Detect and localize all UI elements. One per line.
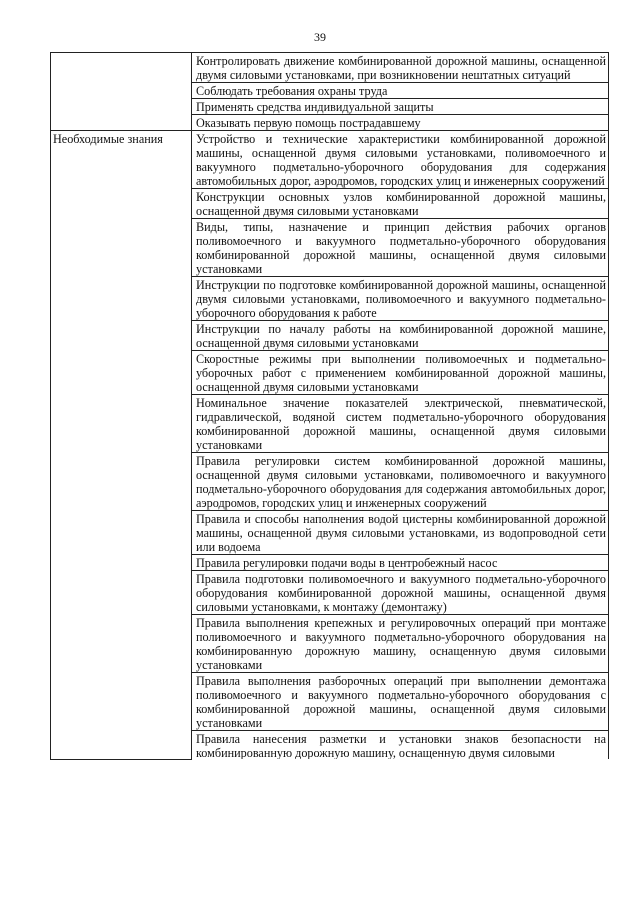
table-cell [192,511,609,555]
knowledge-text: Правила регулировки подачи воды в центробежный насос [196,556,498,570]
knowledge-text: Инструкции по началу работы на комбинированной дорожной машине, оснащенной двумя силовыми установками [196,322,606,350]
knowledge-text: Правила подготовки поливомоечного и вакуумного подметально-уборочного оборудования комбинированной дорожной машины, оснащенной двумя силовыми установками, к монтажу (демонтажу) [196,572,606,614]
table-cell [192,615,609,673]
table-cell [192,673,609,731]
table-cell [192,395,609,453]
knowledge-label: Необходимые знания [53,132,163,146]
table-cell [192,555,609,571]
knowledge-label-cell [51,131,192,760]
table-cell [192,189,609,219]
knowledge-text: Номинальное значение показателей электрической, пневматической, гидравлической, водяной систем подметально-уборочного оборудования комбинированной дорожной машины, оснащенной двумя силовыми установками [196,396,606,452]
table-cell [192,53,609,83]
table-cell [192,277,609,321]
knowledge-text: Правила регулировки систем комбинированной дорожной машины, оснащенной двумя силовыми установками, поливомоечного и вакуумного подметально-уборочного оборудования для содержания автомобильных дорог, аэродромов, городских улиц и инженерных сооружений [196,454,606,510]
knowledge-text: Правила и способы наполнения водой цистерны комбинированной дорожной машины, оснащенной двумя силовыми установками, из водопроводной сети или водоема [196,512,606,554]
knowledge-text: Скоростные режимы при выполнении поливомоечных и подметально-уборочных работ с применением комбинированной дорожной машины, оснащенной двумя силовыми установками [196,352,606,394]
table-row [51,131,609,189]
page-number: 39 [314,30,326,44]
knowledge-text: Правила выполнения крепежных и регулировочных операций при монтаже поливомоечного и вакуумного подметально-уборочного оборудования на комбинированную дорожную машину, оснащенную двумя силовыми установками [196,616,606,672]
table-cell [192,571,609,615]
skills-label-cell [51,53,192,131]
table-cell [192,351,609,395]
knowledge-text: Виды, типы, назначение и принцип действия рабочих органов поливомоечного и вакуумного подметально-уборочного оборудования комбинированной дорожной машины, оснащенной двумя силовыми установками [196,220,606,276]
skill-text: Контролировать движение комбинированной дорожной машины, оснащенной двумя силовыми установками, при возникновении нештатных ситуаций [196,54,606,82]
table-cell [192,83,609,99]
knowledge-text: Устройство и технические характеристики комбинированной дорожной машины, оснащенной двумя силовыми установками, поливомоечного и вакуумного подметально-уборочного оборудования для содержания автомобильных дорог, аэродромов, городских улиц и инженерных сооружений [196,132,606,188]
knowledge-text: Правила нанесения разметки и установки знаков безопасности на комбинированную дорожную машину, оснащенную двумя силовыми [196,732,606,759]
requirements-table [50,52,609,760]
knowledge-text: Конструкции основных узлов комбинированной дорожной машины, оснащенной двумя силовыми установками [196,190,606,218]
table-cell [192,131,609,189]
table-row [51,53,609,83]
table-cell [192,219,609,277]
knowledge-text: Правила выполнения разборочных операций при выполнении демонтажа поливомоечного и вакуумного подметально-уборочного оборудования с комбинированной дорожной машины, оснащенной двумя силовыми установками [196,674,606,730]
table-cell [192,453,609,511]
table-cell [192,99,609,115]
skill-text: Оказывать первую помощь пострадавшему [196,116,421,130]
skill-text: Применять средства индивидуальной защиты [196,100,434,114]
table-cell [192,115,609,131]
table-cell [192,731,609,760]
table-cell [192,321,609,351]
knowledge-text: Инструкции по подготовке комбинированной дорожной машины, оснащенной двумя силовыми установками, поливомоечного и вакуумного подметально-уборочного оборудования к работе [196,278,606,320]
skill-text: Соблюдать требования охраны труда [196,84,388,98]
